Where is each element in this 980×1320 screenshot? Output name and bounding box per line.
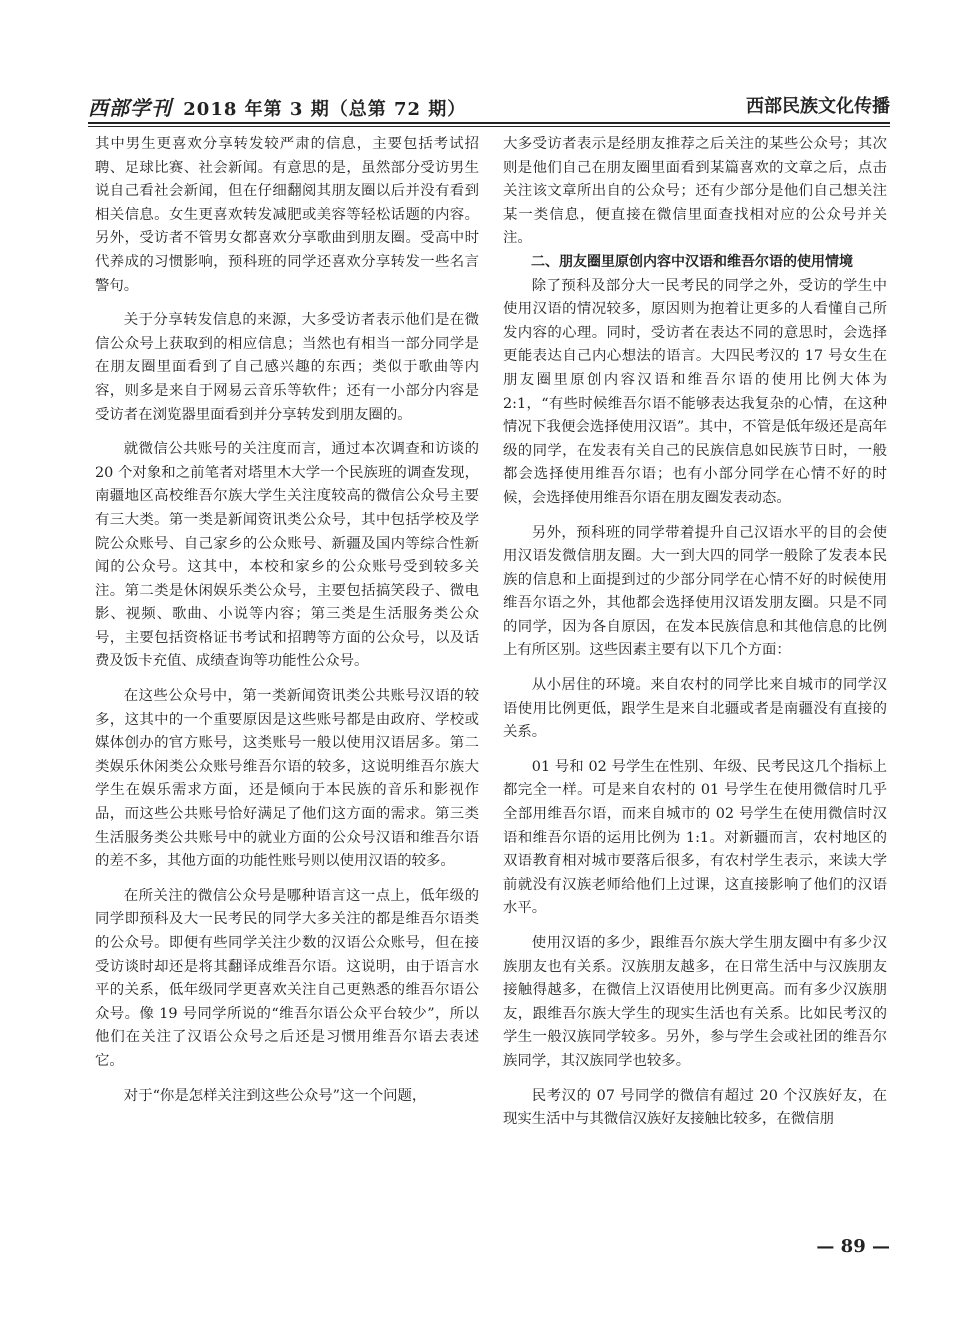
paragraph: 民考汉的 07 号同学的微信有超过 20 个汉族好友，在现实生活中与其微信汉族好友接触比较多，在微信朋 (503, 1087, 887, 1128)
section-title: 西部民族文化传播 (746, 96, 890, 117)
paragraph: 在这些公众号中，第一类新闻资讯类公共账号汉语的较多，这其中的一个重要原因是这些账号都是由政府、学校或媒体创办的官方账号，这类账号一般以使用汉语居多。第二类娱乐休闲类公众账号维吾尔语的较多，这说明维吾尔族大学生在娱乐需求方面，还是倾向于本民族的音乐和影视作品，而这些公共账号恰好满足了他们这方面的需求。第三类生活服务类公共账号中的就业方面的公众号汉语和维吾尔语的差不多，其他方面的功能性账号则以使用汉语的较多。 (95, 688, 479, 870)
paragraph: 从小居住的环境。来自农村的同学比来自城市的同学汉语使用比例更低，跟学生是来自北疆或者是南疆没有直接的关系。 (503, 677, 887, 741)
paragraph: 在所关注的微信公众号是哪种语言这一点上，低年级的同学即预科及大一民考民的同学大多关注的都是维吾尔语类的公众号。即便有些同学关注少数的汉语公众账号，但在接受访谈时却还是将其翻译成维吾尔语。这说明，由于语言水平的关系，低年级同学更喜欢关注自己更熟悉的维吾尔语公众号。像 19 号同学所说的“维吾尔语公众平台较少”，所以他们在关注了汉语公众号之后还是习惯用维吾尔语去表述它。 (95, 887, 479, 1069)
page-number: — 89 — (816, 1236, 890, 1257)
paragraph: 关于分享转发信息的来源，大多受访者表示他们是在微信公众号上获取到的相应信息；当然也有相当一部分同学是在朋友圈里面看到了自己感兴趣的东西；类似于歌曲等内容，则多是来自于网易云音乐等软件；还有一小部分内容是受访者在浏览器里面看到并分享转发到朋友圈的。 (95, 312, 479, 423)
left-column (95, 133, 479, 1108)
right-column (503, 133, 887, 1132)
paragraph: 大多受访者表示是经朋友推荐之后关注的某些公众号；其次则是他们自己在朋友圈里面看到某篇喜欢的文章之后，点击关注该文章所出自的公众号；还有少部分是他们自己想关注某一类信息，便直接在微信里面查找相对应的公众号并关注。 (503, 136, 887, 247)
header-rule (88, 122, 890, 124)
journal-logo: 西部学刊 (88, 96, 172, 120)
paragraph: 就微信公共账号的关注度而言，通过本次调查和访谈的 20 个对象和之前笔者对塔里木大学一个民族班的调查发现，南疆地区高校维吾尔族大学生关注度较高的微信公众号主要有三大类。第一类是新闻资讯类公众号，其中包括学校及学院公众账号、自己家乡的公众账号、新疆及国内等综合性新闻的公众号。这其中，本校和家乡的公众账号受到较多关注。第二类是休闲娱乐类公众号，主要包括搞笑段子、微电影、视频、歌曲、小说等内容；第三类是生活服务类公众号，主要包括资格证书考试和招聘等方面的公众号，以及话费及饭卡充值、成绩查询等功能性公众号。 (95, 441, 479, 670)
issue-info: 2018 年第 3 期（总第 72 期） (183, 99, 467, 120)
journal-title (88, 92, 466, 121)
paragraph: 除了预科及部分大一民考民的同学之外，受访的学生中使用汉语的情况较多，原因则为抱着让更多的人看懂自己所发内容的心理。同时，受访者在表达不同的意思时，会选择更能表达自己内心想法的语言。大四民考汉的 17 号女生在朋友圈里原创内容汉语和维吾尔语的使用比例大体为 2:1，“有些时候维吾尔语不能够表达我复杂的心情，在这种情况下我便会选择使用汉语”。其中，不管是低年级还是高年级的同学，在发表有关自己的民族信息如民族节日时，一般都会选择使用维吾尔语；也有小部分同学在心情不好的时候，会选择使用维吾尔语在朋友圈发表动态。 (503, 277, 887, 506)
header-rule-thin (88, 126, 890, 127)
running-header (88, 84, 890, 124)
section-heading: 二、朋友圈里原创内容中汉语和维吾尔语的使用情境 (531, 253, 853, 270)
paragraph: 另外，预科班的同学带着提升自己汉语水平的目的会使用汉语发微信朋友圈。大一到大四的同学一般除了发表本民族的信息和上面提到过的少部分同学在心情不好的时候使用维吾尔语之外，其他都会选择使用汉语发朋友圈。只是不同的同学，因为各自原因，在发本民族信息和其他信息的比例上有所区别。这些因素主要有以下几个方面： (503, 524, 887, 659)
paragraph: 对于“你是怎样关注到这些公众号”这一个问题， (123, 1087, 427, 1104)
paragraph: 使用汉语的多少，跟维吾尔族大学生朋友圈中有多少汉族朋友也有关系。汉族朋友越多，在日常生活中与汉族朋友接触得越多，在微信上汉语使用比例更高。而有多少汉族朋友，跟维吾尔族大学生的现实生活也有关系。比如民考汉的学生一般汉族同学较多。另外，参与学生会或社团的维吾尔族同学，其汉族同学也较多。 (503, 935, 887, 1069)
paragraph: 其中男生更喜欢分享转发较严肃的信息，主要包括考试招聘、足球比赛、社会新闻。有意思的是，虽然部分受访男生说自己看社会新闻，但在仔细翻阅其朋友圈以后并没有看到相关信息。女生更喜欢转发减肥或美容等轻松话题的内容。另外，受访者不管男女都喜欢分享歌曲到朋友圈。受高中时代养成的习惯影响，预科班的同学还喜欢分享转发一些名言警句。 (95, 136, 479, 294)
paragraph: 01 号和 02 号学生在性别、年级、民考民这几个指标上都完全一样。可是来自农村的 01 号学生在使用微信时几乎全部用维吾尔语，而来自城市的 02 号学生在使用微信时汉语和维吾尔语的运用比例为 1:1。对新疆而言，农村地区的双语教育相对城市要落后很多，有农村学生表示，来读大学前就没有汉族老师给他们上过课，这直接影响了他们的汉语水平。 (503, 758, 887, 917)
